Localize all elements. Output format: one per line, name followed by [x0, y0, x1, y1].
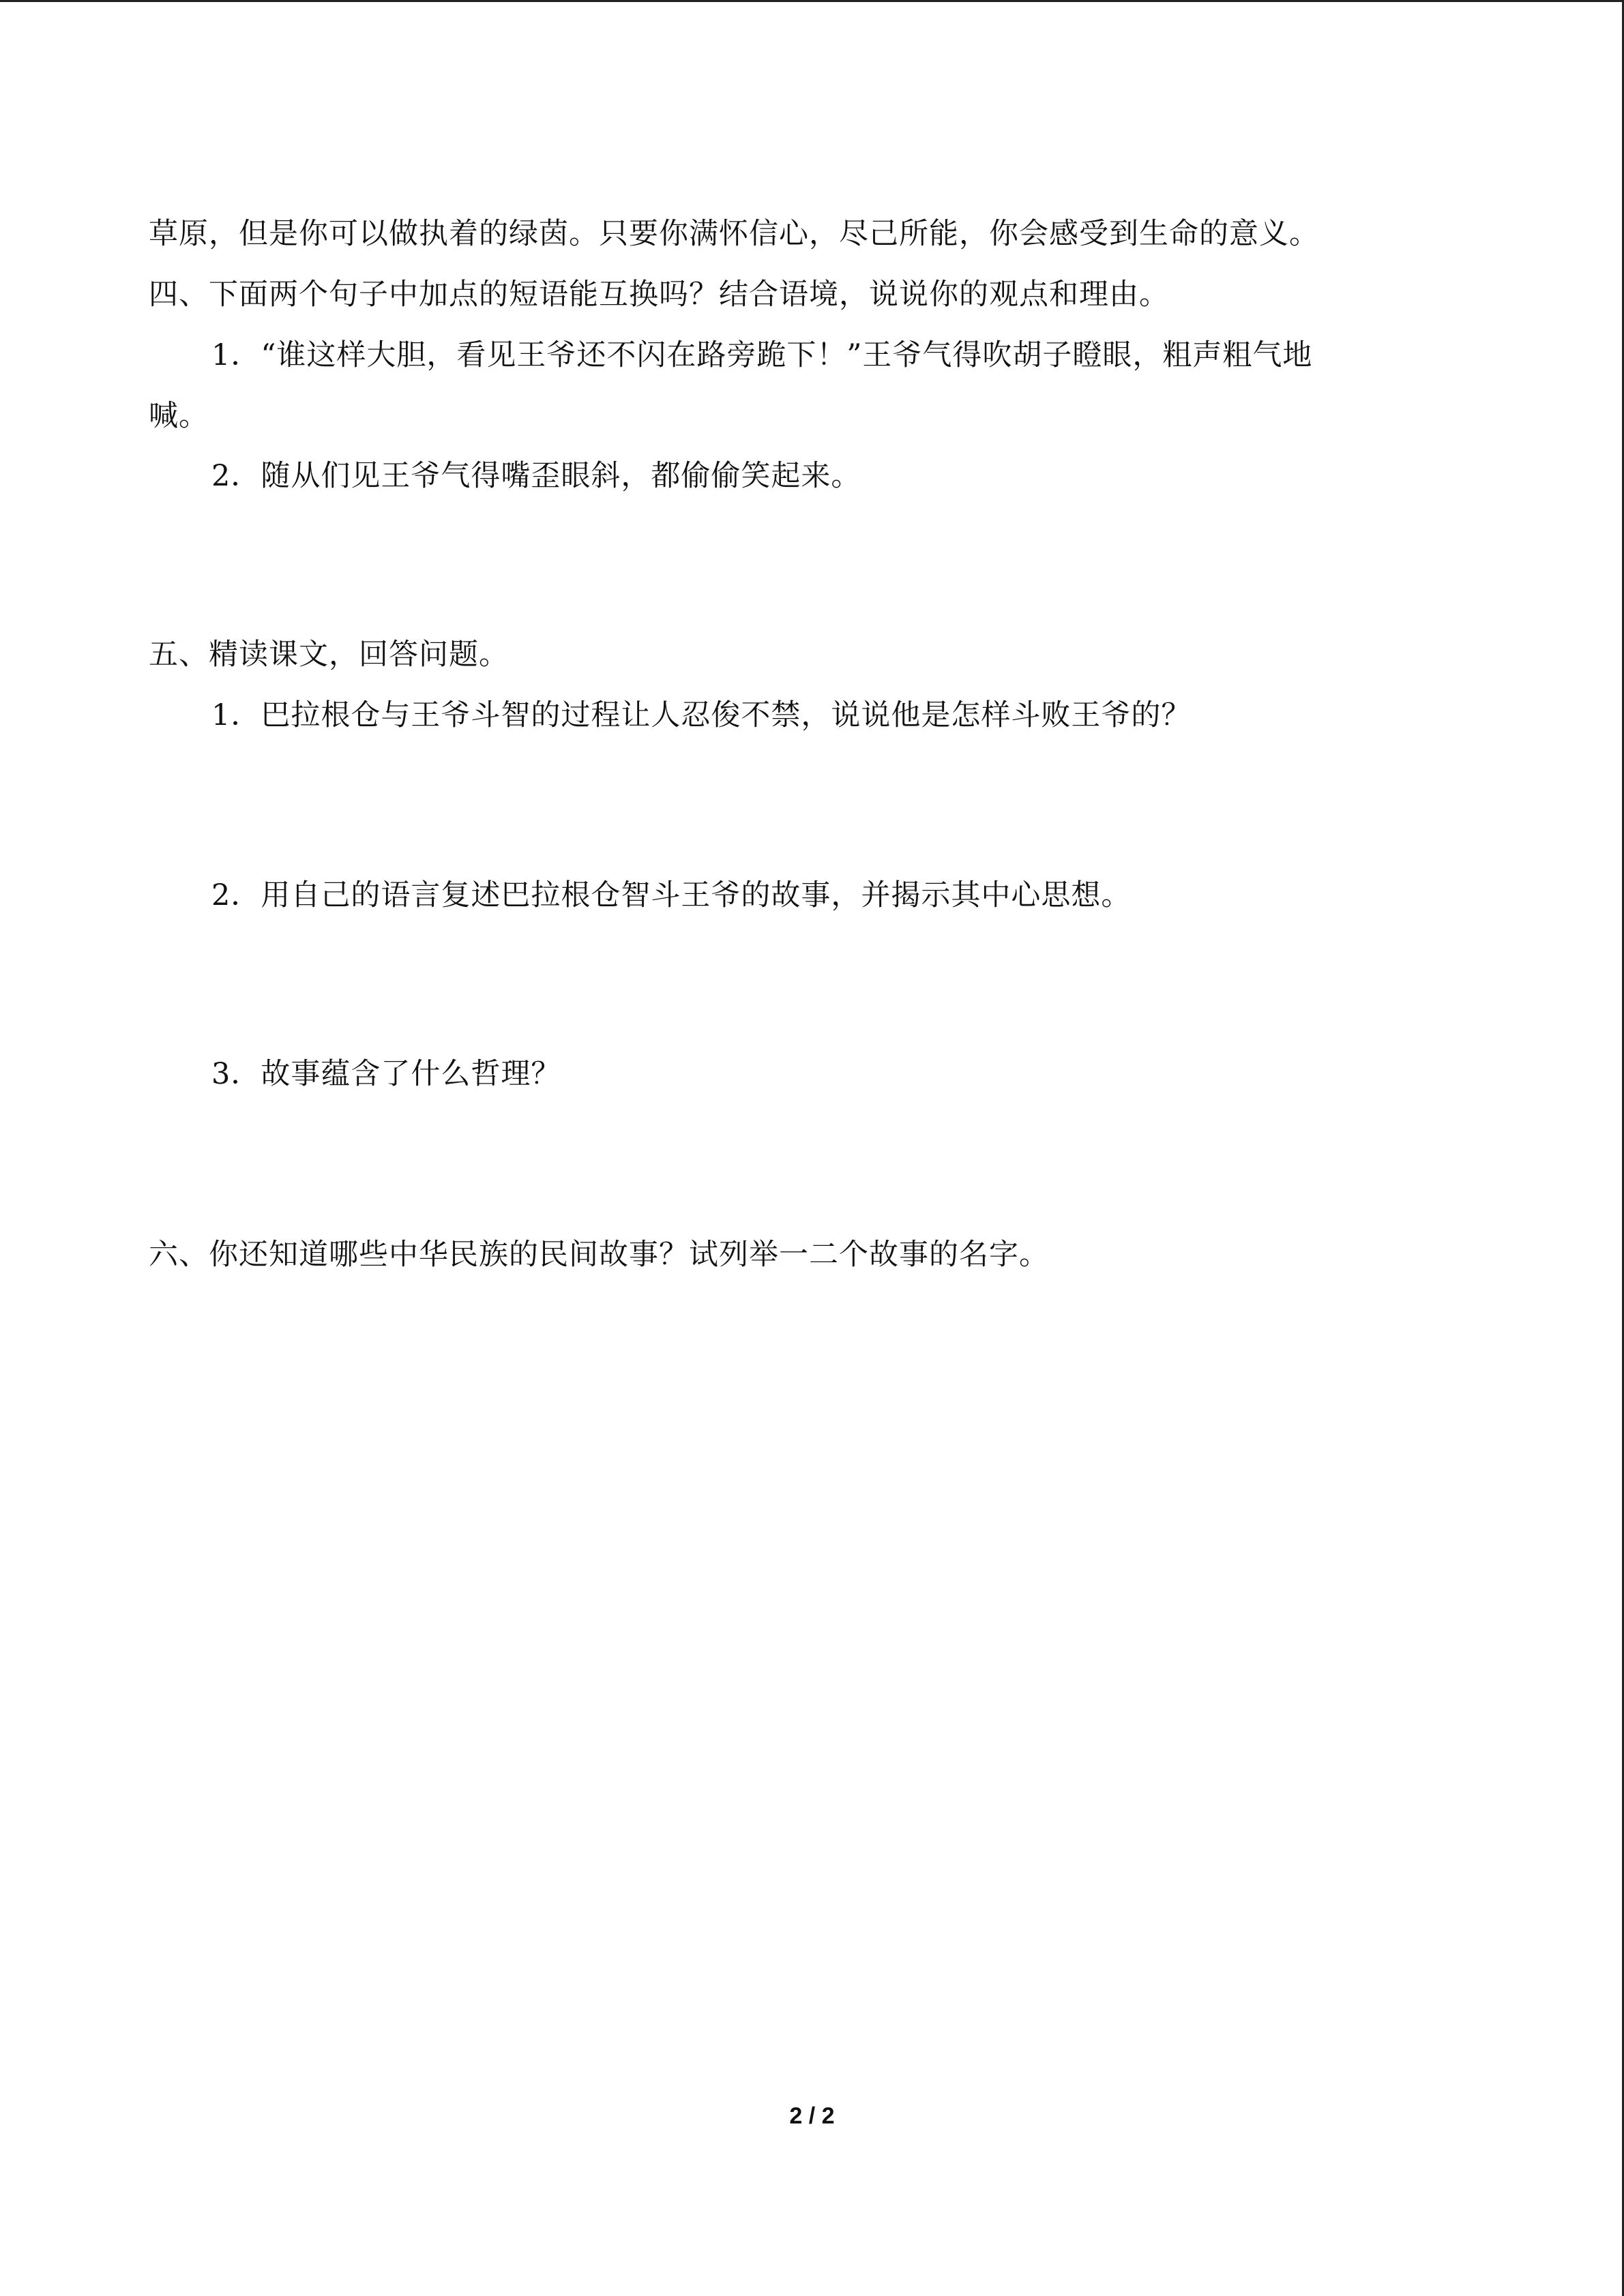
carryover-text: 草原，但是你可以做执着的绿茵。只要你满怀信心，尽己所能，你会感受到生命的意义。 [149, 217, 1319, 251]
question-5-item-1: 1．巴拉根仓与王爷斗智的过程让人忍俊不禁，说说他是怎样斗败王爷的？ [211, 698, 1192, 732]
question-5-item-2: 2．用自己的语言复述巴拉根仓智斗王爷的故事，并揭示其中心思想。 [211, 878, 1132, 912]
question-4-item-1-continued: 喊。 [149, 399, 209, 433]
question-6-heading: 六、你还知道哪些中华民族的民间故事？试列举一二个故事的名字。 [149, 1238, 1049, 1272]
page-number: 2 / 2 [789, 2103, 835, 2129]
question-4-item-1: 1．“谁这样大胆，看见王爷还不闪在路旁跪下！”王爷气得吹胡子瞪眼，粗声粗气地 [211, 338, 1313, 372]
question-5-item-3: 3．故事蕴含了什么哲理？ [211, 1057, 561, 1091]
question-4-item-2: 2．随从们见王爷气得嘴歪眼斜，都偷偷笑起来。 [211, 459, 861, 493]
page-top-border [0, 0, 1624, 2]
question-4-heading: 四、下面两个句子中加点的短语能互换吗？结合语境，说说你的观点和理由。 [149, 278, 1169, 312]
question-5-heading: 五、精读课文，回答问题。 [149, 638, 509, 672]
